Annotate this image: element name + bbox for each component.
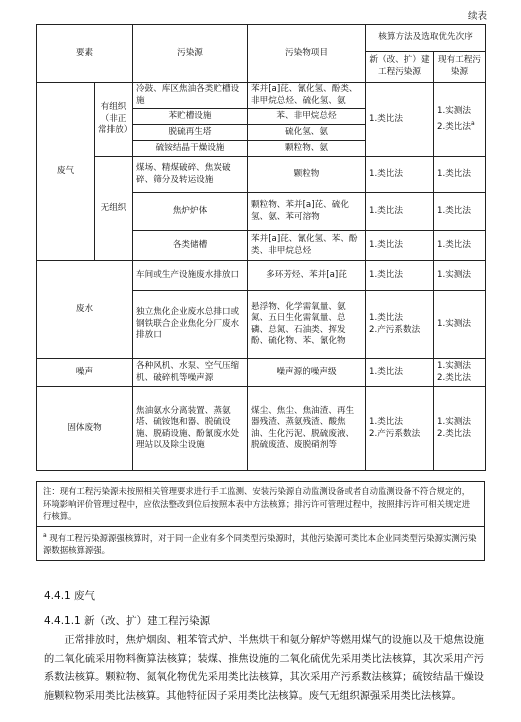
new-method-cell: [366, 387, 434, 471]
group-waste-water: 废水: [37, 261, 133, 359]
body-paragraph: 正常排放时，焦炉烟囱、粗苯管式炉、半焦烘干和氨分解炉等燃用煤气的设施以及干熄焦设施的二氧化硫采用物料衡算法核算；装煤、推焦设施的二氧化硫优先采用类比法核算，其次采用产污系数法核算。颗粒物、氮氧化物优先采用类比法核算，其次采用产污系数法核算；硫铵结晶干燥设施颗粒物采用类比法核算。其他特征因子采用类比法核算。废气无组织源强采用类比法核算。: [44, 635, 484, 702]
source-cell: 苯贮槽设施: [133, 109, 248, 125]
pollutant-cell: 多环芳烃、苯并[a]芘: [248, 261, 366, 291]
footnote-mark: a: [471, 119, 475, 127]
group-organized: 有组织（非正常排放）: [95, 83, 133, 157]
existing-method-cell: 1.实测法: [434, 291, 486, 359]
footnote: [36, 527, 485, 561]
source-cell: 煤场、精煤破碎、焦炭破碎、筛分及转运设施: [133, 157, 248, 193]
source-cell: 各类储槽: [133, 231, 248, 261]
source-cell: 冷鼓、库区焦油各类贮槽设施: [133, 83, 248, 109]
source-cell: 独立焦化企业废水总排口或钢铁联合企业焦化分厂废水排放口: [133, 291, 248, 359]
new-method-cell: 1.类比法: [366, 193, 434, 231]
new-method-cell: 1.类比法: [366, 231, 434, 261]
existing-method-cell: 1.类比法: [434, 231, 486, 261]
group-solid-waste: 固体废物: [37, 387, 133, 471]
header-element: 要素: [37, 25, 133, 83]
footnote-text: 现有工程污染源源强核算时，对于同一企业有多个同类型污染源时，其他污染源可类比本企业同类型污染源实测污染源数据核算源强。: [43, 532, 477, 556]
group-waste-gas: 废气: [37, 83, 95, 261]
pollutant-cell: 苯并[a]芘、氰化氢、酚类、非甲烷总烃、硫化氢、氨: [248, 83, 366, 109]
existing-method-cell: [434, 359, 486, 387]
new-method-cell: 1.类比法: [366, 261, 434, 291]
new-method-line: 2.产污系数法: [369, 428, 421, 439]
existing-method-cell: 1.类比法: [434, 193, 486, 231]
pollutant-cell: 悬浮物、化学需氧量、氨氮、五日生化需氧量、总磷、总氮、石油类、挥发酚、硫化物、苯、氰化物: [248, 291, 366, 359]
source-cell: 硫铵结晶干燥设施: [133, 141, 248, 157]
existing-method-line: 1.实测法: [437, 106, 471, 117]
pollutant-cell: 苯并[a]芘、氰化氢、苯、酚类、非甲烷总烃: [248, 231, 366, 261]
header-existing-source: 现有工程污染源: [434, 52, 486, 83]
group-noise: 噪声: [37, 359, 133, 387]
existing-method-cell: [434, 387, 486, 471]
new-method-line: 2.产污系数法: [369, 324, 421, 335]
new-method-cell: 1.类比法: [366, 359, 434, 387]
header-source: 污染源: [133, 25, 248, 83]
new-method-cell: 1.类比法: [366, 83, 434, 157]
existing-method-line: 2.类比法$^a$: [437, 119, 475, 132]
header-method-group: 核算方法及选取优先次序: [366, 25, 486, 52]
source-cell: 车间或生产设施废水排放口: [133, 261, 248, 291]
new-method-line: 1.类比法: [369, 417, 403, 428]
new-method-line: 1.类比法: [369, 313, 403, 324]
pollutant-cell: 硫化氢、氨: [248, 125, 366, 141]
table-note: 注：现有工程污染源未按照相关管理要求进行手工监测、安装污染源自动监测设备或者自动监测设备不符合规定的，环境影响评价管理过程中，应依法整改到位后按照本表中方法核算；排污许可管理过程中，按照排污许可相关规定进行核算。: [36, 481, 485, 527]
existing-method-cell: 1.实测法: [434, 261, 486, 291]
existing-method-line: 2.类比法: [437, 372, 471, 383]
header-pollutant: 污染物项目: [248, 25, 366, 83]
section-heading-4-4-1: 4.4.1 废气: [44, 590, 96, 602]
existing-method-line: 2.类比法: [437, 428, 471, 439]
existing-method-cell: [434, 83, 486, 157]
source-cell: 焦炉炉体: [133, 193, 248, 231]
pollutant-cell: 苯、非甲烷总烃: [248, 109, 366, 125]
pollutant-cell: 颗粒物: [248, 157, 366, 193]
existing-method-line: 1.实测法: [437, 417, 471, 428]
existing-method-cell: 1.类比法: [434, 157, 486, 193]
pollutant-cell: 煤尘、焦尘、焦油渣、再生器残渣、蒸氨残渣、酸焦油、生化污泥、脱硫废液、脱硫废渣、废脱硝剂等: [248, 387, 366, 471]
existing-method-line: 1.实测法: [437, 361, 471, 372]
source-cell: 焦油氨水分离装置、蒸氨塔、硫铵饱和器、脱硫设施、脱硝设施、酚氰废水处理站以及除尘设施: [133, 387, 248, 471]
continued-label: 续表: [467, 11, 487, 22]
source-cell: 各种风机、水泵、空气压缩机、破碎机等噪声源: [133, 359, 248, 387]
new-method-cell: 1.类比法: [366, 157, 434, 193]
header-new-source: 新（改、扩）建工程污染源: [366, 52, 434, 83]
footnote-mark: a: [43, 532, 47, 539]
group-unorganized: 无组织: [95, 157, 133, 261]
pollutant-cell: 噪声源的噪声级: [248, 359, 366, 387]
new-method-cell: [366, 291, 434, 359]
source-cell: 脱硫再生塔: [133, 125, 248, 141]
accounting-method-table: [36, 24, 486, 471]
pollutant-cell: 颗粒物、苯并[a]芘、硫化氢、氨、苯可溶物: [248, 193, 366, 231]
section-heading-4-4-1-1: 4.4.1.1 新（改、扩）建工程污染源: [44, 615, 211, 627]
pollutant-cell: 颗粒物、氨: [248, 141, 366, 157]
